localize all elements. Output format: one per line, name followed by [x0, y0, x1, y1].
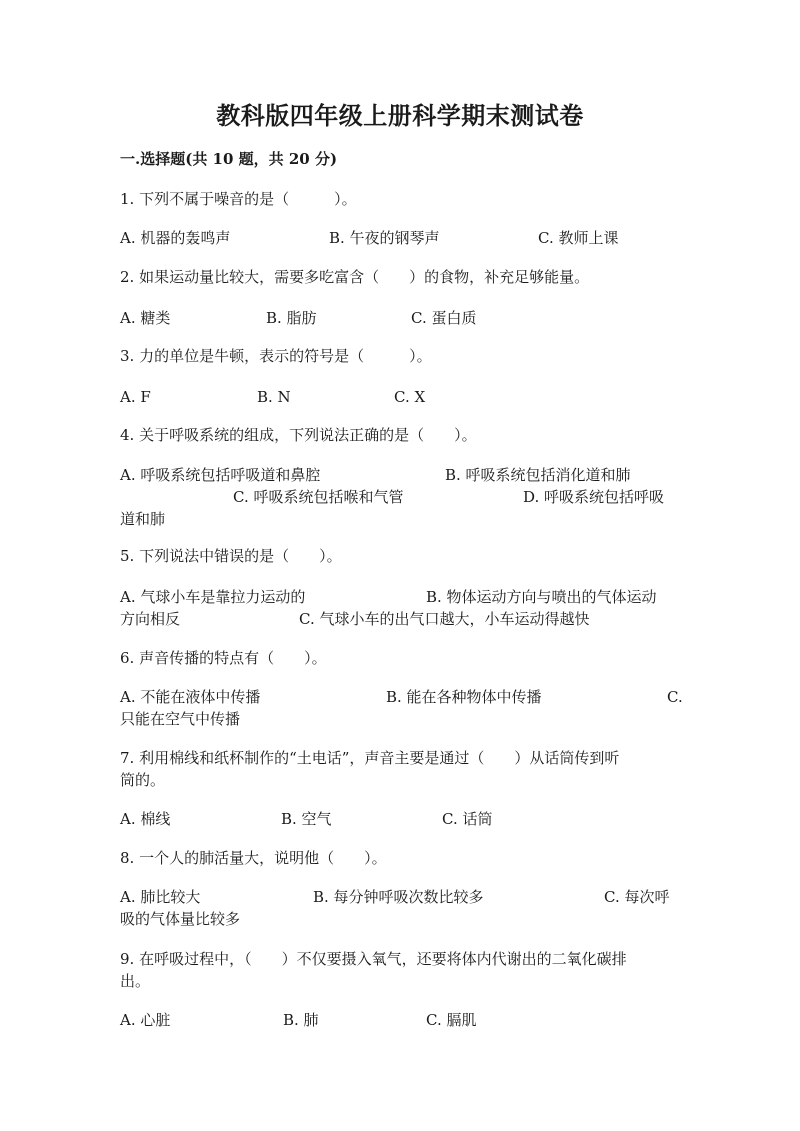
- section-heading: 一.选择题(共 10 题，共 20 分): [120, 150, 338, 168]
- question-stem-continued: 出。: [120, 972, 151, 990]
- question-7: [120, 747, 680, 791]
- question-stem: 3. 力的单位是牛顿，表示的符号是（ ）。: [120, 347, 432, 365]
- option-b: B. 午夜的钢琴声: [329, 229, 440, 247]
- option-c: C. X: [394, 388, 426, 406]
- option-b: B. 呼吸系统包括消化道和肺: [445, 466, 631, 484]
- question-stem: 9. 在呼吸过程中，（ ）不仅要摄入氧气，还要将体内代谢出的二氧化碳排: [120, 950, 627, 968]
- question-stem: 8. 一个人的肺活量大，说明他（ ）。: [120, 849, 387, 867]
- option-a: A. 机器的轰鸣声: [120, 229, 231, 247]
- question-5: [120, 545, 680, 567]
- question-1: [120, 188, 680, 210]
- page-title: 教科版四年级上册科学期末测试卷: [216, 101, 584, 130]
- question-4: [120, 424, 680, 446]
- option-c: C.: [667, 688, 683, 706]
- question-9: [120, 948, 680, 992]
- option-b: B. 脂肪: [266, 309, 317, 327]
- option-c-continued: 吸的气体量比较多: [120, 910, 241, 928]
- question-stem-continued: 筒的。: [120, 771, 166, 789]
- option-b: B. 能在各种物体中传播: [386, 688, 542, 706]
- question-3: [120, 345, 680, 367]
- option-d-continued: 道和肺: [120, 510, 166, 528]
- option-a: A. 气球小车是靠拉力运动的: [120, 588, 306, 606]
- option-c: C. 气球小车的出气口越大，小车运动得越快: [299, 610, 590, 628]
- option-a: A. 心脏: [120, 1011, 171, 1029]
- question-stem: 6. 声音传播的特点有（ ）。: [120, 649, 327, 667]
- option-c-continued: 只能在空气中传播: [120, 710, 241, 728]
- question-8: [120, 847, 680, 869]
- question-2: [120, 266, 680, 288]
- question-stem: 5. 下列说法中错误的是（ ）。: [120, 547, 342, 565]
- option-a: A. F: [120, 388, 151, 406]
- option-a: A. 呼吸系统包括呼吸道和鼻腔: [120, 466, 321, 484]
- option-a: A. 肺比较大: [120, 888, 201, 906]
- question-stem: 1. 下列不属于噪音的是（ ）。: [120, 190, 357, 208]
- option-c: C. 蛋白质: [411, 309, 477, 327]
- option-b-continued: 方向相反: [120, 610, 181, 628]
- question-stem: 7. 利用棉线和纸杯制作的“土电话”，声音主要是通过（ ）从话筒传到听: [120, 749, 620, 767]
- option-d: D. 呼吸系统包括呼吸: [523, 488, 665, 506]
- option-c: C. 每次呼: [604, 888, 670, 906]
- option-b: B. N: [257, 388, 291, 406]
- option-b: B. 物体运动方向与喷出的气体运动: [426, 588, 657, 606]
- question-stem: 4. 关于呼吸系统的组成，下列说法正确的是（ ）。: [120, 426, 477, 444]
- option-b: B. 空气: [281, 810, 332, 828]
- option-a: A. 不能在液体中传播: [120, 688, 261, 706]
- option-c: C. 教师上课: [538, 229, 619, 247]
- option-b: B. 肺: [283, 1011, 319, 1029]
- option-c: C. 呼吸系统包括喉和气管: [233, 488, 404, 506]
- question-6: [120, 647, 680, 669]
- question-stem: 2. 如果运动量比较大，需要多吃富含（ ）的食物，补充足够能量。: [120, 268, 590, 286]
- option-a: A. 糖类: [120, 309, 171, 327]
- option-c: C. 膈肌: [426, 1011, 477, 1029]
- option-a: A. 棉线: [120, 810, 171, 828]
- option-b: B. 每分钟呼吸次数比较多: [313, 888, 484, 906]
- option-c: C. 话筒: [442, 810, 493, 828]
